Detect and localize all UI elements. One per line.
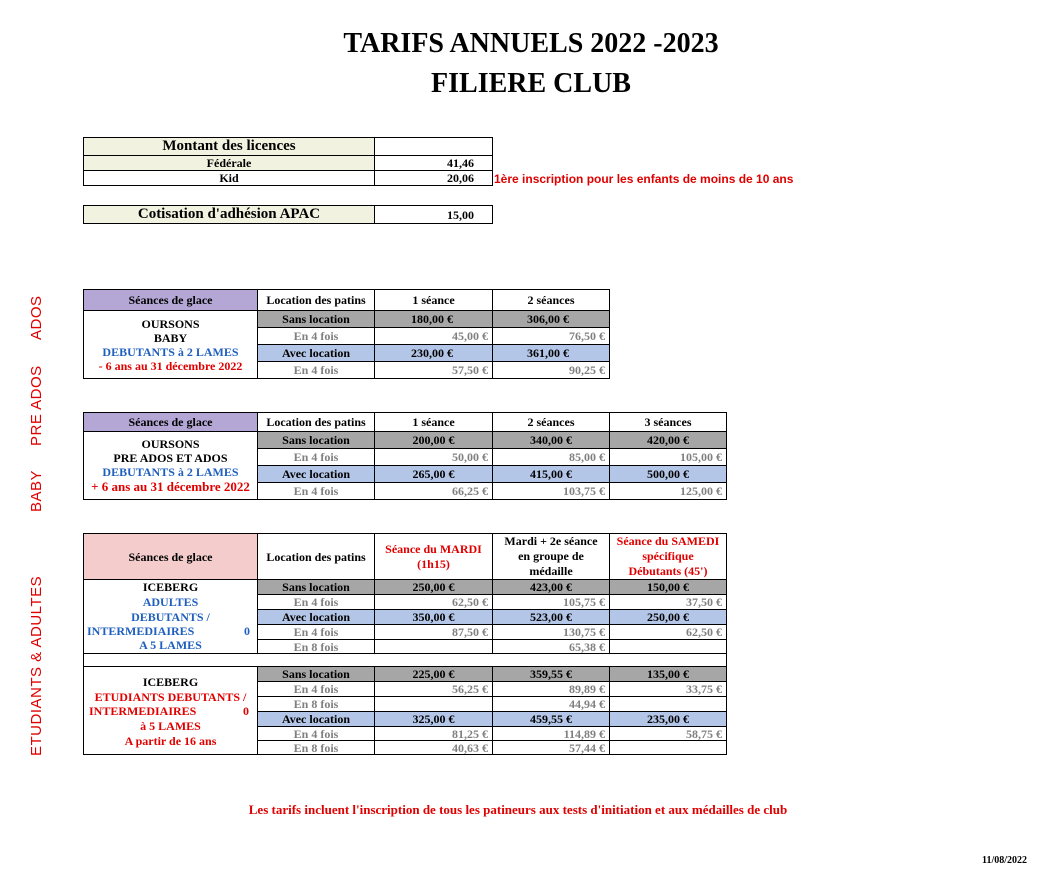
footer-note: Les tarifs incluent l'inscription de tous les patineurs aux tests d'initiation et aux médailles de club [248,802,788,817]
t3b-cell: 58,75 € [609,726,727,741]
t1-cell: 90,25 € [492,361,610,379]
t3-mardi2-header: Mardi + 2e séance en groupe de médaille [492,533,610,580]
t3b-desc-line: ICEBERG [142,675,199,689]
t1-cell: 306,00 € [492,310,610,328]
t1-desc-line: OURSONS [141,316,200,331]
t2-location-header: Location des patins [257,412,375,432]
t1-location-header: Location des patins [257,289,375,311]
t3a-desc-line: ICEBERG [142,580,199,594]
t3b-en8-label: En 8 fois [257,696,375,712]
t3b-desc-line: ETUDIANTS DEBUTANTS / [94,690,247,704]
t3b-cell: 135,00 € [609,666,727,682]
t3a-en8-label: En 8 fois [257,639,375,654]
t3b-cell [374,696,493,712]
t1-cell: 57,50 € [374,361,493,379]
t3b-cell: 89,89 € [492,681,610,697]
t2-sans-label: Sans location [257,431,375,449]
document-date: 11/08/2022 [982,855,1028,866]
side-label-baby: BABY [28,469,45,512]
t3a-desc-line: INTERMEDIAIRES [87,624,195,638]
t3b-cell: 57,44 € [492,740,610,755]
t3a-cell [609,639,727,654]
side-label-ados: ADOS [28,295,45,340]
t1-cell: 76,50 € [492,327,610,345]
t3a-en4-label: En 4 fois [257,594,375,610]
t2-description [83,431,258,500]
t3a-cell: 62,50 € [374,594,493,610]
t1-cell: 45,00 € [374,327,493,345]
t3b-cell: 81,25 € [374,726,493,741]
t2-cell: 420,00 € [609,431,727,449]
t3-seances-header: Séances de glace [83,533,258,580]
t1-description [83,310,258,379]
t2-avec-label: Avec location [257,465,375,483]
t3-mardi-header: Séance du MARDI (1h15) [374,533,493,580]
t1-seances-header: Séances de glace [83,289,258,311]
t1-cell: 180,00 € [374,310,493,328]
t3a-cell: 87,50 € [374,624,493,640]
t3b-cell: 459,55 € [492,711,610,727]
t1-avec-label: Avec location [257,344,375,362]
t1-cell: 230,00 € [374,344,493,362]
t3-location-header: Location des patins [257,533,375,580]
t3a-cell [374,639,493,654]
t1-desc-line: BABY [153,330,188,345]
kid-label: Kid [83,170,375,186]
t3b-cell: 33,75 € [609,681,727,697]
t3b-cell: 114,89 € [492,726,610,741]
apac-value: 15,00 [374,205,493,224]
t2-cell: 125,00 € [609,482,727,500]
t2-cell: 85,00 € [492,448,610,466]
t3b-desc-line: à 5 LAMES [140,719,201,733]
t3b-desc-line: A partir de 16 ans [124,734,217,748]
t2-seances-header: Séances de glace [83,412,258,432]
t3a-cell: 523,00 € [492,609,610,625]
t3b-avec-label: Avec location [257,711,375,727]
t3b-cell: 44,94 € [492,696,610,712]
t3b-en8-label: En 8 fois [257,740,375,755]
t1-en4-label: En 4 fois [257,361,375,379]
t1-cell: 361,00 € [492,344,610,362]
t3b-cell: 325,00 € [374,711,493,727]
t3b-cell: 56,25 € [374,681,493,697]
t3a-cell: 350,00 € [374,609,493,625]
kid-value: 20,06 [374,170,493,186]
t3a-cell: 150,00 € [609,579,727,595]
t2-desc-line: DEBUTANTS à 2 LAMES [102,465,239,479]
t3a-cell: 105,75 € [492,594,610,610]
t3a-cell: 65,38 € [492,639,610,654]
t3a-desc-line: ADULTES [142,595,199,609]
t3a-cell: 37,50 € [609,594,727,610]
t3b-cell: 40,63 € [374,740,493,755]
t2-desc-line: OURSONS [141,437,200,451]
kid-note: 1ère inscription pour les enfants de moins de 10 ans [494,172,794,186]
t3b-desc-line: 0 [243,704,249,718]
t2-s2-header: 2 séances [492,412,610,432]
t3b-en4-label: En 4 fois [257,726,375,741]
t2-desc-line: PRE ADOS ET ADOS [113,451,228,465]
t2-cell: 103,75 € [492,482,610,500]
t2-s3-header: 3 séances [609,412,727,432]
t3b-cell: 359,55 € [492,666,610,682]
t3a-cell: 250,00 € [374,579,493,595]
t2-cell: 105,00 € [609,448,727,466]
t3a-cell: 250,00 € [609,609,727,625]
federale-value: 41,46 [374,155,493,171]
t1-sans-label: Sans location [257,310,375,328]
t3a-cell: 62,50 € [609,624,727,640]
t2-s1-header: 1 séance [374,412,493,432]
t2-cell: 340,00 € [492,431,610,449]
side-label-pre-ados: PRE ADOS [28,365,45,446]
t3b-en4-label: En 4 fois [257,681,375,697]
t3a-avec-label: Avec location [257,609,375,625]
licences-header-empty [374,137,493,156]
apac-label: Cotisation d'adhésion APAC [83,205,375,224]
federale-label: Fédérale [83,155,375,171]
t3a-desc-line: 0 [244,624,250,638]
t3b-cell: 235,00 € [609,711,727,727]
t2-en4-label: En 4 fois [257,448,375,466]
t2-cell: 200,00 € [374,431,493,449]
t1-en4-label: En 4 fois [257,327,375,345]
t2-cell: 415,00 € [492,465,610,483]
t2-en4-label: En 4 fois [257,482,375,500]
t3b-sans-label: Sans location [257,666,375,682]
t3a-desc-line: A 5 LAMES [139,638,202,652]
t3a-cell: 130,75 € [492,624,610,640]
t1-desc-line: - 6 ans au 31 décembre 2022 [98,358,243,373]
t1-s1-header: 1 séance [374,289,493,311]
side-label-etudiants: ETUDIANTS & ADULTES [28,575,45,756]
t3a-en4-label: En 4 fois [257,624,375,640]
t3b-cell: 225,00 € [374,666,493,682]
t3b-desc-line: INTERMEDIAIRES [89,704,197,718]
t2-cell: 500,00 € [609,465,727,483]
t1-s2-header: 2 séances [492,289,610,311]
t3b-cell [609,696,727,712]
t3a-desc-line: DEBUTANTS / [131,610,210,624]
t3a-cell: 423,00 € [492,579,610,595]
t1-desc-line: DEBUTANTS à 2 LAMES [102,344,239,359]
page-subtitle: FILIERE CLUB [431,68,631,99]
t3-samedi-header: Séance du SAMEDI spécifique Débutants (45') [609,533,727,580]
t3b-cell [609,740,727,755]
t3a-sans-label: Sans location [257,579,375,595]
t3-separator-row [83,653,727,667]
t2-cell: 265,00 € [374,465,493,483]
t2-desc-line: + 6 ans au 31 décembre 2022 [91,479,250,494]
licences-header: Montant des licences [83,137,375,156]
t2-cell: 66,25 € [374,482,493,500]
t2-cell: 50,00 € [374,448,493,466]
page-title: TARIFS ANNUELS 2022 -2023 [343,28,719,59]
